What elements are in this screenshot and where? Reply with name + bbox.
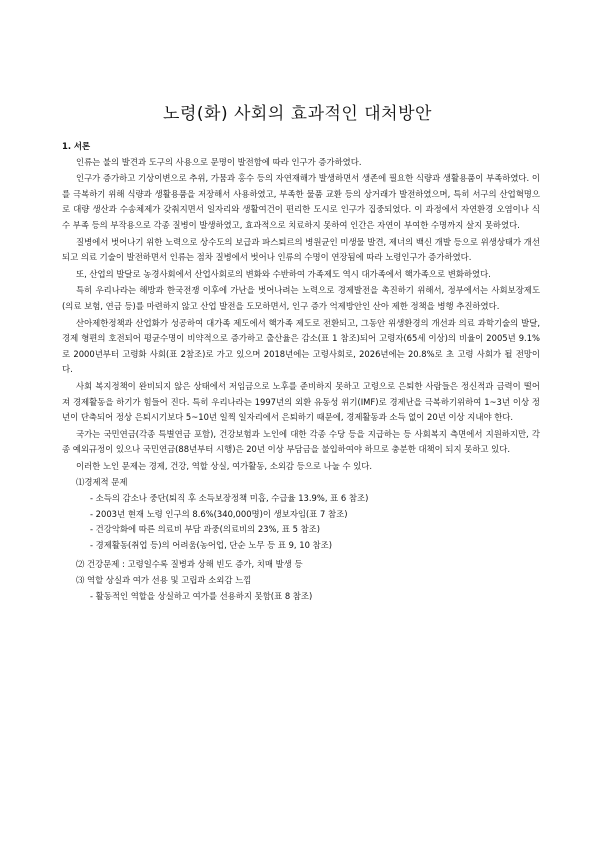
list-item: - 건강악화에 따른 의료비 부담 과중(의료비의 23%, 표 5 참조) xyxy=(90,524,321,535)
section-heading: 1. 서론 xyxy=(62,141,91,151)
paragraph: 사회 복지정책이 완비되지 않은 상태에서 저임금으로 노후를 준비하지 못하고 고령으로 은퇴한 사람들은 정신적과 금력이 떨어져 경제활동을 하기가 힘들어 진다. 특히 우리나라는 1997년의 외환 유동성 위기(IMF)로 경제난을 극복하기위하여 1~3년 이상 정년이 단축되어 정상 은퇴시기보다 5~10년 일찍 일자리에서 은퇴하기 때문에, 경제활동과 소득 없이 20년 이상 지내야 한다. xyxy=(62,380,540,423)
paragraph: 이러한 노인 문제는 경제, 건강, 역할 상실, 여가활동, 소외감 등으로 나눌 수 있다. xyxy=(76,460,373,471)
paragraph: 국가는 국민연금(각종 특별연금 포함), 건강보험과 노인에 대한 각종 수당 등을 지급하는 등 사회복지 측면에서 지원하지만, 각종 예외규정이 있으나 국민연금(88년부터 시행)은 20년 이상 부담금을 불입하여야 하므로 충분한 대책이 되지 못하고 있다. xyxy=(62,428,540,455)
list-item: - 2003년 현재 노령 인구의 8.6%(340,000명)이 생보자임(표 7 참조) xyxy=(90,508,348,519)
document-body xyxy=(62,139,540,604)
paragraph: 특히 우리나라는 해방과 한국전쟁 이후에 가난을 벗어나려는 노력으로 경제발전을 촉진하기 위해서, 정부에서는 사회보장제도(의료 보험, 연금 등)를 마련하지 않고 산업 발전을 도모하면서, 인구 증가 억제방안인 산아 제한 정책을 병행 추진하였다. xyxy=(62,285,540,311)
paragraph: 질병에서 벗어나기 위한 노력으로 상수도의 보급과 파스퇴르의 병원균인 미생물 발견, 제너의 백신 개발 등으로 위생상태가 개선되고 의료 기술이 발전하면서 인류는 점차 질병에서 벗어나 인류의 수명이 연장됨에 따라 노령인구가 증가하였다. xyxy=(62,236,540,263)
document-title: 노령(화) 사회의 효과적인 대처방안 xyxy=(163,104,432,124)
list-item: - 소득의 감소나 중단(퇴직 후 소득보장정책 미흡, 수급율 13.9%, 표 6 참조) xyxy=(90,493,369,504)
list-heading-economic: ⑴경제적 문제 xyxy=(76,477,128,488)
paragraph: 산아제한정책과 산업화가 성공하여 대가족 제도에서 핵가족 제도로 전환되고, 그동안 위생환경의 개선과 의료 과학기술의 발달, 경제 형편의 호전되어 평균수명이 비약적으로 증가하고 출산율은 감소(표 1 참조)되어 고령자(65세 이상)의 비율이 2005년 9.1%로 2000년부터 고령화 사회(표 2참조)로 가고 있으며 2018년에는 고령사회로, 2026년에는 20.8%로 초 고령 사회가 될 전망이다. xyxy=(62,317,540,375)
paragraph: 인구가 증가하고 기상이변으로 추위, 가뭄과 홍수 등의 자연재해가 발생하면서 생존에 필요한 식량과 생활용품이 부족하였다. 이를 극복하기 위해 식량과 생활용품을 저장해서 사용하였고, 부족한 물품 교환 등의 상거래가 발전하였으며, 특히 서구의 산업혁명으로 대량 생산과 수송체제가 갖춰지면서 일자리와 생활여건이 편리한 도시로 인구가 집중되었다. 이 과정에서 자연환경 오염이나 식수 부족 등의 부작용으로 각종 질병이 발생하였고, 효과적으로 치료하지 못하여 인간은 자연이 부여한 수명까지 살지 못하였다. xyxy=(62,173,540,230)
list-heading-health: ⑵ 건강문제 : 고령일수록 질병과 상해 빈도 증가, 치매 발생 등 xyxy=(76,559,303,570)
paragraph: 인류는 불의 발견과 도구의 사용으로 문명이 발전함에 따라 인구가 증가하였다. xyxy=(76,156,362,167)
list-item: - 경제활동(취업 등)의 어려움(농어업, 단순 노무 등 표 9, 10 참조) xyxy=(90,539,333,550)
list-heading-role: ⑶ 역할 상실과 여가 선용 및 고립과 소외감 느낌 xyxy=(76,575,252,586)
paragraph: 또, 산업의 발달로 농경사회에서 산업사회로의 변화와 수반하여 가족제도 역시 대가족에서 핵가족으로 변화하였다. xyxy=(76,268,491,279)
list-item: - 활동적인 역할을 상실하고 여가를 선용하지 못함(표 8 참조) xyxy=(90,590,313,601)
